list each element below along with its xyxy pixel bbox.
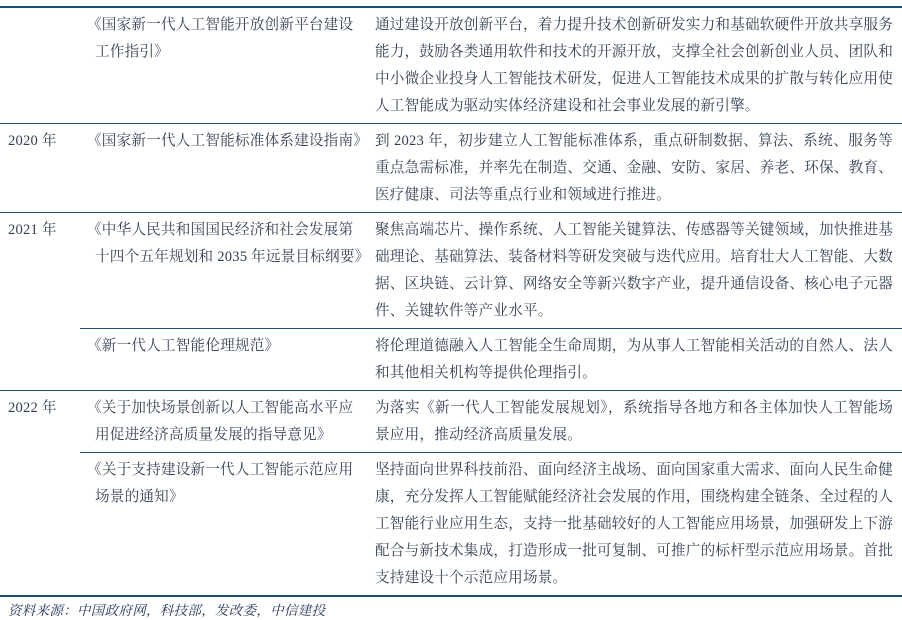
- report-page: [0, 6, 902, 620]
- policy-description: 坚持面向世界科技前沿、面向经济主战场、面向国家重大需求、面向人民生命健康，充分发挥人工智能赋能经济社会发展的作用，围绕构建全链条、全过程的人工智能行业应用生态，支持一批基础较好的人工智能应用场景，加强研发上下游配合与新技术集成，打造形成一批可复制、可推广的标杆型示范应用场景。首批支持建设十个示范应用场景。: [375, 462, 893, 586]
- row-content: [80, 329, 902, 390]
- year-cell: 2022 年: [8, 400, 57, 416]
- year-cell: 2020 年: [8, 133, 57, 149]
- table-row: [0, 329, 902, 391]
- table-row: [0, 213, 902, 329]
- table-row: [0, 8, 902, 124]
- row-content: [80, 213, 902, 329]
- policy-title: 《中华人民共和国国民经济和社会发展第十四个五年规划和 2035 年远景目标纲要》: [86, 222, 370, 265]
- policy-title: 《国家新一代人工智能开放创新平台建设工作指引》: [86, 17, 354, 60]
- source-note: 资料来源：中国政府网，科技部，发改委，中信建投: [8, 603, 326, 618]
- table-row: [0, 391, 902, 453]
- ai-policy-table: [0, 6, 902, 597]
- policy-title: 《国家新一代人工智能标准体系建设指南》: [86, 133, 369, 149]
- policy-description: 将伦理道德融入人工智能全生命周期，为从事人工智能相关活动的自然人、法人和其他相关机构等提供伦理指引。: [375, 338, 893, 381]
- policy-description: 聚焦高端芯片、操作系统、人工智能关键算法、传感器等关键领域，加快推进基础理论、基础算法、装备材料等研发突破与迭代应用。培育壮大人工智能、大数据、区块链、云计算、网络安全等新兴数字产业，提升通信设备、核心电子元器件、关键软件等产业水平。: [375, 222, 893, 319]
- policy-description: 到 2023 年，初步建立人工智能标准体系，重点研制数据、算法、系统、服务等重点急需标准，并率先在制造、交通、金融、安防、家居、养老、环保、教育、医疗健康、司法等重点行业和领域进行推进。: [375, 133, 893, 203]
- policy-title: 《关于支持建设新一代人工智能示范应用场景的通知》: [86, 462, 354, 505]
- row-content: [80, 8, 902, 123]
- row-content: [80, 124, 902, 212]
- policy-description: 为落实《新一代人工智能发展规划》，系统指导各地方和各主体加快人工智能场景应用，推动经济高质量发展。: [375, 400, 893, 443]
- policy-title: 《新一代人工智能伦理规范》: [86, 338, 280, 354]
- year-cell: [0, 453, 80, 595]
- policy-description: 通过建设开放创新平台，着力提升技术创新研发实力和基础软硬件开放共享服务能力，鼓励各类通用软件和技术的开源开放，支撑全社会创新创业人员、团队和中小微企业投身人工智能技术研发，促进人工智能技术成果的扩散与转化应用使人工智能成为驱动实体经济建设和社会事业发展的新引擎。: [375, 17, 893, 114]
- year-cell: 2021 年: [8, 222, 57, 238]
- policy-title: 《关于加快场景创新以人工智能高水平应用促进经济高质量发展的指导意见》: [86, 400, 354, 443]
- row-content: [80, 453, 902, 595]
- year-cell: [0, 329, 80, 390]
- year-cell: [0, 8, 80, 123]
- table-row: [0, 453, 902, 597]
- row-content: [80, 391, 902, 453]
- table-row: [0, 124, 902, 213]
